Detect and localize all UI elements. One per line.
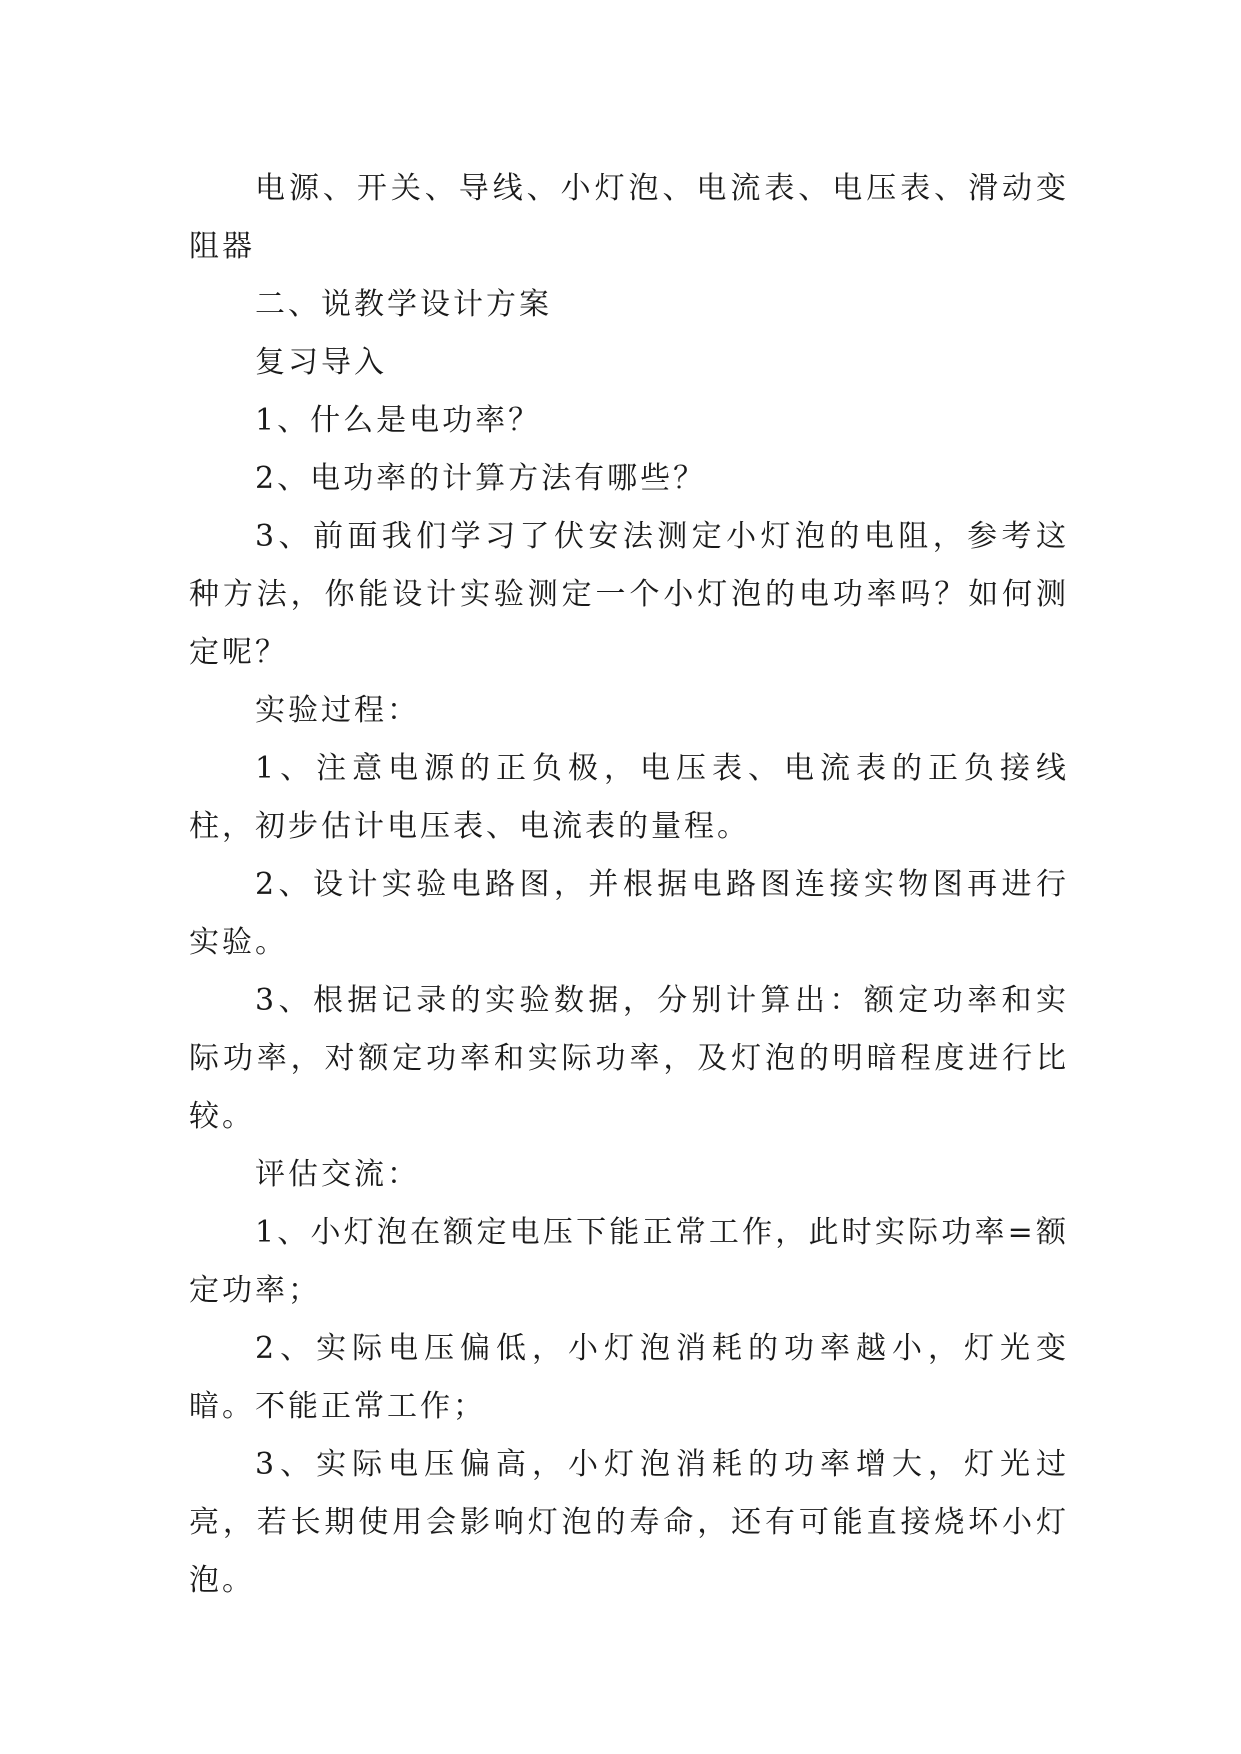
subheading-review-intro: 复习导入 [255, 345, 387, 380]
experiment-step-1: 1、注意电源的正负极，电压表、电流表的正负接线柱，初步估计电压表、电流表的量程。 [189, 751, 1069, 844]
review-question-1: 1、什么是电功率？ [255, 403, 542, 438]
review-question-2: 2、电功率的计算方法有哪些？ [255, 461, 707, 496]
subheading-experiment-process: 实验过程： [255, 693, 420, 728]
evaluation-point-1: 1、小灯泡在额定电压下能正常工作，此时实际功率=额定功率； [189, 1215, 1069, 1308]
evaluation-point-2: 2、实际电压偏低，小灯泡消耗的功率越小，灯光变暗。不能正常工作； [189, 1331, 1069, 1424]
experiment-step-3: 3、根据记录的实验数据，分别计算出：额定功率和实际功率，对额定功率和实际功率，及灯泡的明暗程度进行比较。 [189, 983, 1069, 1134]
review-question-3: 3、前面我们学习了伏安法测定小灯泡的电阻，参考这种方法，你能设计实验测定一个小灯泡的电功率吗？如何测定呢？ [189, 519, 1069, 670]
document-body [189, 160, 1069, 1610]
subheading-evaluation: 评估交流： [255, 1157, 420, 1192]
paragraph-equipment-list: 电源、开关、导线、小灯泡、电流表、电压表、滑动变阻器 [189, 171, 1069, 264]
evaluation-point-3: 3、实际电压偏高，小灯泡消耗的功率增大，灯光过亮，若长期使用会影响灯泡的寿命，还有可能直接烧坏小灯泡。 [189, 1447, 1069, 1598]
section-heading-teaching-design: 二、说教学设计方案 [255, 287, 552, 322]
experiment-step-2: 2、设计实验电路图，并根据电路图连接实物图再进行实验。 [189, 867, 1069, 960]
